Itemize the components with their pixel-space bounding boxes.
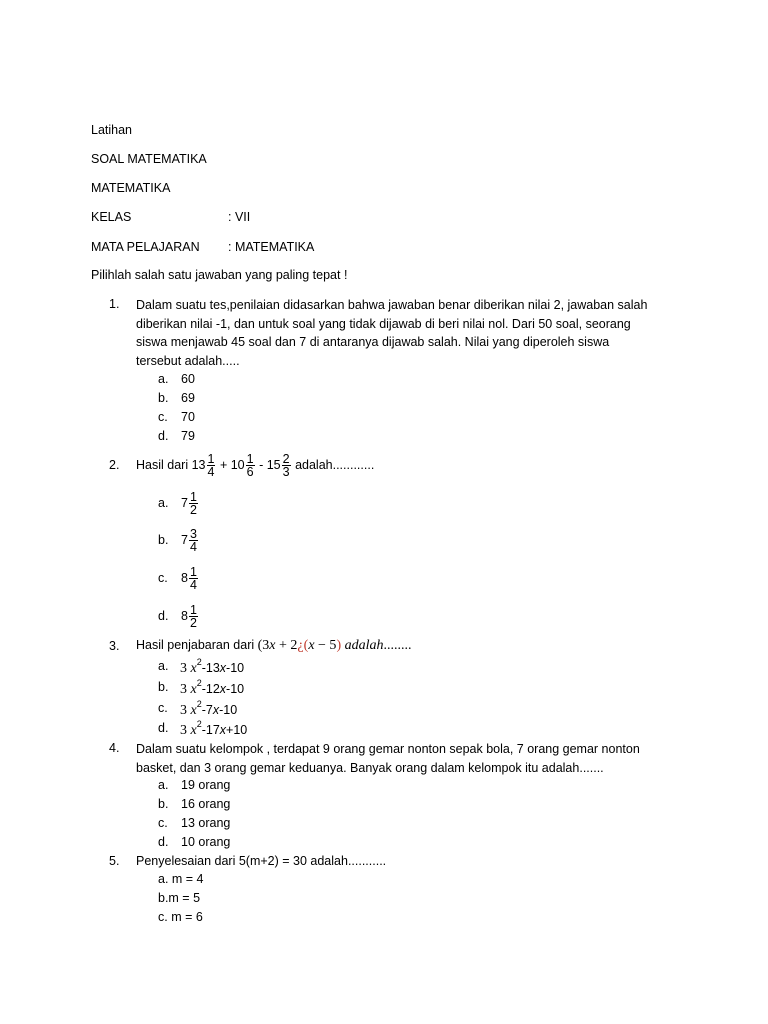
term-exponent: 2 bbox=[196, 699, 202, 709]
fraction-denominator: 4 bbox=[189, 578, 197, 593]
doc-heading: Latihan bbox=[91, 123, 133, 137]
q4-option-b: 16 orang bbox=[181, 797, 231, 811]
mixed-whole: 7 bbox=[181, 496, 188, 510]
term-exponent: 2 bbox=[196, 678, 202, 688]
mapel-label: MATA PELAJARAN bbox=[91, 240, 200, 254]
q2-option-b bbox=[181, 521, 199, 559]
fraction-numerator: 1 bbox=[189, 490, 197, 505]
term-var: x bbox=[219, 723, 227, 737]
term-rest: -17 bbox=[201, 723, 220, 737]
expr-part: (3 bbox=[257, 638, 270, 653]
q4-option-a-letter: a. bbox=[158, 778, 169, 792]
q1-option-b-letter: b. bbox=[158, 391, 169, 405]
q2-term2-whole: 10 bbox=[230, 458, 245, 472]
term-var: x bbox=[190, 723, 197, 738]
term-var: x bbox=[219, 682, 227, 696]
fraction-numerator: 1 bbox=[189, 565, 197, 580]
term-exponent: 2 bbox=[196, 719, 202, 729]
q3-option-c bbox=[180, 699, 237, 719]
term-var: x bbox=[212, 703, 220, 717]
fraction-numerator: 3 bbox=[189, 527, 197, 542]
q1-option-c-letter: c. bbox=[158, 410, 168, 424]
q2-op1: + bbox=[219, 458, 228, 472]
term-rest: -12 bbox=[201, 682, 220, 696]
q5-option-c: c. m = 6 bbox=[158, 910, 203, 924]
q3-option-a-letter: a. bbox=[158, 659, 169, 673]
fraction-numerator: 1 bbox=[246, 452, 254, 467]
kelas-value: : VII bbox=[228, 210, 251, 224]
mixed-whole: 7 bbox=[181, 533, 188, 547]
term-var: x bbox=[190, 661, 197, 676]
expr-tail: adalah bbox=[344, 638, 384, 653]
q4-option-d: 10 orang bbox=[181, 835, 231, 849]
q3-option-d-letter: d. bbox=[158, 721, 169, 735]
fraction-denominator: 6 bbox=[246, 465, 254, 480]
q5-option-a: a. m = 4 bbox=[158, 872, 204, 886]
expr-red-paren: ( bbox=[303, 638, 309, 653]
expr-var: x bbox=[308, 638, 315, 653]
mapel-value: : MATEMATIKA bbox=[228, 240, 315, 254]
q4-option-c-letter: c. bbox=[158, 816, 168, 830]
q5-text: Penyelesaian dari 5(m+2) = 30 adalah........... bbox=[136, 854, 387, 868]
fraction-denominator: 4 bbox=[189, 540, 197, 555]
term-coef: 3 bbox=[180, 661, 187, 676]
q2-number: 2. bbox=[109, 458, 120, 472]
q1-option-b: 69 bbox=[181, 391, 195, 405]
q1-text: Dalam suatu tes,penilaian didasarkan bahwa jawaban benar diberikan nilai 2, jawaban salah diberikan nilai -1, dan untuk soal yang tidak dijawab di beri nilai nol. Dari 50 soal, seorang siswa menjawab 45 soal dan 7 di antaranya dijawab salah. Nilai yang diperoleh siswa tersebut adalah..... bbox=[136, 298, 648, 369]
expr-dots: ........ bbox=[383, 638, 412, 653]
q3-option-a bbox=[180, 657, 244, 677]
q4-number: 4. bbox=[109, 741, 120, 755]
q2-option-a bbox=[181, 484, 199, 522]
fraction-numerator: 2 bbox=[282, 452, 290, 467]
term-rest: -13 bbox=[201, 661, 220, 675]
term-var: x bbox=[219, 661, 227, 675]
term-rest: -7 bbox=[201, 703, 213, 717]
term-coef: 3 bbox=[180, 723, 187, 738]
q2-term3-whole: 15 bbox=[266, 458, 281, 472]
q2-term2-fraction bbox=[246, 453, 255, 478]
q2-option-c bbox=[181, 559, 199, 597]
mixed-whole: 8 bbox=[181, 609, 188, 623]
term-rest: -10 bbox=[226, 661, 245, 675]
mixed-fraction bbox=[189, 491, 198, 516]
doc-subject: MATEMATIKA bbox=[91, 181, 171, 195]
term-coef: 3 bbox=[180, 682, 187, 697]
term-rest: -10 bbox=[219, 703, 238, 717]
q2-prefix: Hasil dari bbox=[136, 458, 189, 472]
term-rest: +10 bbox=[226, 723, 248, 737]
q3-text bbox=[136, 638, 412, 654]
q2-text bbox=[136, 446, 374, 484]
instruction: Pilihlah salah satu jawaban yang paling tepat ! bbox=[91, 268, 348, 282]
q1-option-a-letter: a. bbox=[158, 372, 169, 386]
q1-option-d-letter: d. bbox=[158, 429, 169, 443]
fraction-denominator: 2 bbox=[189, 503, 197, 518]
fraction-numerator: 1 bbox=[207, 452, 215, 467]
q1-option-c: 70 bbox=[181, 410, 195, 424]
expr-part: + 2 bbox=[275, 638, 298, 653]
q4-text: Dalam suatu kelompok , terdapat 9 orang gemar nonton sepak bola, 7 orang gemar nonton basket, dan 3 orang gemar keduanya. Banyak orang dalam kelompok itu adalah....... bbox=[136, 742, 640, 775]
fraction-numerator: 1 bbox=[189, 603, 197, 618]
q1-option-d: 79 bbox=[181, 429, 195, 443]
fraction-denominator: 3 bbox=[282, 465, 290, 480]
q4-option-d-letter: d. bbox=[158, 835, 169, 849]
mixed-fraction bbox=[189, 566, 198, 591]
q4-option-c: 13 orang bbox=[181, 816, 231, 830]
q5-number: 5. bbox=[109, 854, 120, 868]
q2-option-d bbox=[181, 597, 199, 635]
q2-option-d-letter: d. bbox=[158, 609, 169, 623]
q2-option-b-letter: b. bbox=[158, 533, 169, 547]
q2-term3-fraction bbox=[282, 453, 291, 478]
q3-number: 3. bbox=[109, 639, 120, 653]
expr-red-glyph: ¿ bbox=[297, 638, 304, 653]
term-rest: -10 bbox=[226, 682, 245, 696]
term-var: x bbox=[190, 682, 197, 697]
term-coef: 3 bbox=[180, 703, 187, 718]
q1-option-a: 60 bbox=[181, 372, 195, 386]
q3-option-b-letter: b. bbox=[158, 680, 169, 694]
q3-option-b bbox=[180, 678, 244, 698]
q3-option-d bbox=[180, 719, 247, 739]
expr-var: x bbox=[269, 638, 276, 653]
q1-number: 1. bbox=[109, 297, 120, 311]
q3-expression bbox=[258, 638, 412, 653]
q2-term1-whole: 13 bbox=[191, 458, 206, 472]
mixed-fraction bbox=[189, 528, 198, 553]
term-exponent: 2 bbox=[196, 657, 202, 667]
fraction-denominator: 2 bbox=[189, 616, 197, 631]
q2-op2: - bbox=[259, 458, 264, 472]
q3-prefix: Hasil penjabaran dari bbox=[136, 638, 255, 652]
q3-option-c-letter: c. bbox=[158, 701, 168, 715]
q2-option-c-letter: c. bbox=[158, 571, 168, 585]
kelas-label: KELAS bbox=[91, 210, 132, 224]
term-var: x bbox=[190, 703, 197, 718]
expr-part: − 5 bbox=[314, 638, 337, 653]
q5-option-b: b.m = 5 bbox=[158, 891, 201, 905]
q2-option-a-letter: a. bbox=[158, 496, 169, 510]
doc-title: SOAL MATEMATIKA bbox=[91, 152, 207, 166]
q2-term1-fraction bbox=[207, 453, 216, 478]
q4-option-a: 19 orang bbox=[181, 778, 231, 792]
q4-option-b-letter: b. bbox=[158, 797, 169, 811]
fraction-denominator: 4 bbox=[207, 465, 215, 480]
q2-suffix: adalah............ bbox=[295, 458, 375, 472]
expr-red-paren: ) bbox=[336, 638, 342, 653]
mixed-fraction bbox=[189, 604, 198, 629]
mixed-whole: 8 bbox=[181, 571, 188, 585]
